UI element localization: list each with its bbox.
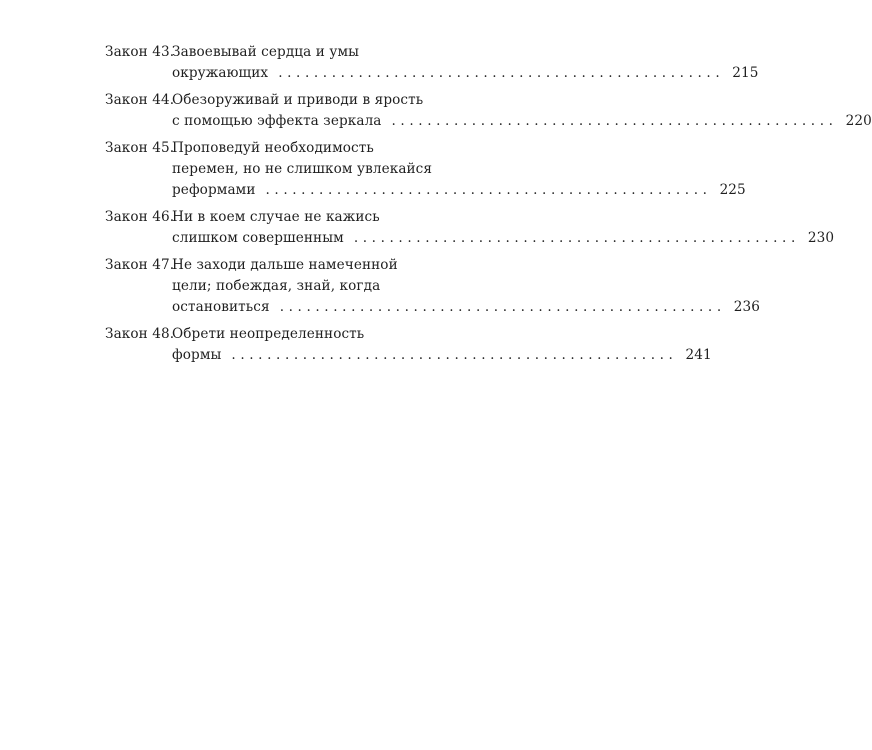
page-number: 230: [807, 230, 835, 246]
title-line: формы: [172, 347, 222, 363]
title-last-line: [172, 63, 759, 84]
dot-leader: ..................................................: [353, 230, 800, 246]
toc-entry-law-48: [105, 324, 712, 366]
title-line: Проповедуй необходимость: [172, 140, 374, 156]
law-number: Закон 43.: [105, 44, 175, 60]
entry-title: [172, 138, 746, 201]
page-number: 220: [845, 113, 872, 129]
title-last-line: [172, 228, 835, 249]
title-line: реформами: [172, 182, 256, 198]
table-of-contents: [105, 42, 872, 372]
dot-leader: ..................................................: [231, 347, 678, 363]
toc-entry-law-46: [105, 207, 835, 249]
law-number: Закон 44.: [105, 92, 175, 108]
law-number: Закон 45.: [105, 140, 175, 156]
entry-title: [172, 207, 835, 249]
page-number: 236: [733, 299, 761, 315]
title-last-line: [172, 297, 761, 318]
dot-leader: ..................................................: [265, 182, 712, 198]
entry-title: [172, 255, 761, 318]
title-line: остановиться: [172, 299, 270, 315]
title-last-line: [172, 345, 712, 366]
title-line: Обрети неопределенность: [172, 326, 365, 342]
title-line: Обезоруживай и приводи в ярость: [172, 92, 424, 108]
entry-title: [172, 324, 712, 366]
toc-entry-law-43: [105, 42, 759, 84]
title-line: окружающих: [172, 65, 269, 81]
title-last-line: [172, 180, 746, 201]
toc-entry-law-45: [105, 138, 746, 201]
toc-entry-law-44: [105, 90, 872, 132]
page-number: 225: [719, 182, 746, 198]
toc-entry-law-47: [105, 255, 761, 318]
law-number: Закон 48.: [105, 326, 175, 342]
title-last-line: [172, 111, 872, 132]
title-line: цели; побеждая, знай, когда: [172, 278, 381, 294]
law-number: Закон 46.: [105, 209, 175, 225]
entry-title: [172, 42, 759, 84]
title-line: слишком совершенным: [172, 230, 344, 246]
title-line: с помощью эффекта зеркала: [172, 113, 382, 129]
title-line: Не заходи дальше намеченной: [172, 257, 398, 273]
page-number: 215: [732, 65, 759, 81]
dot-leader: ..................................................: [391, 113, 838, 129]
dot-leader: ..................................................: [279, 299, 726, 315]
title-line: Завоевывай сердца и умы: [172, 44, 360, 60]
title-line: Ни в коем случае не кажись: [172, 209, 380, 225]
page-number: 241: [685, 347, 712, 363]
title-line: перемен, но не слишком увлекайся: [172, 161, 433, 177]
law-number: Закон 47.: [105, 257, 175, 273]
dot-leader: ..................................................: [278, 65, 725, 81]
entry-title: [172, 90, 872, 132]
